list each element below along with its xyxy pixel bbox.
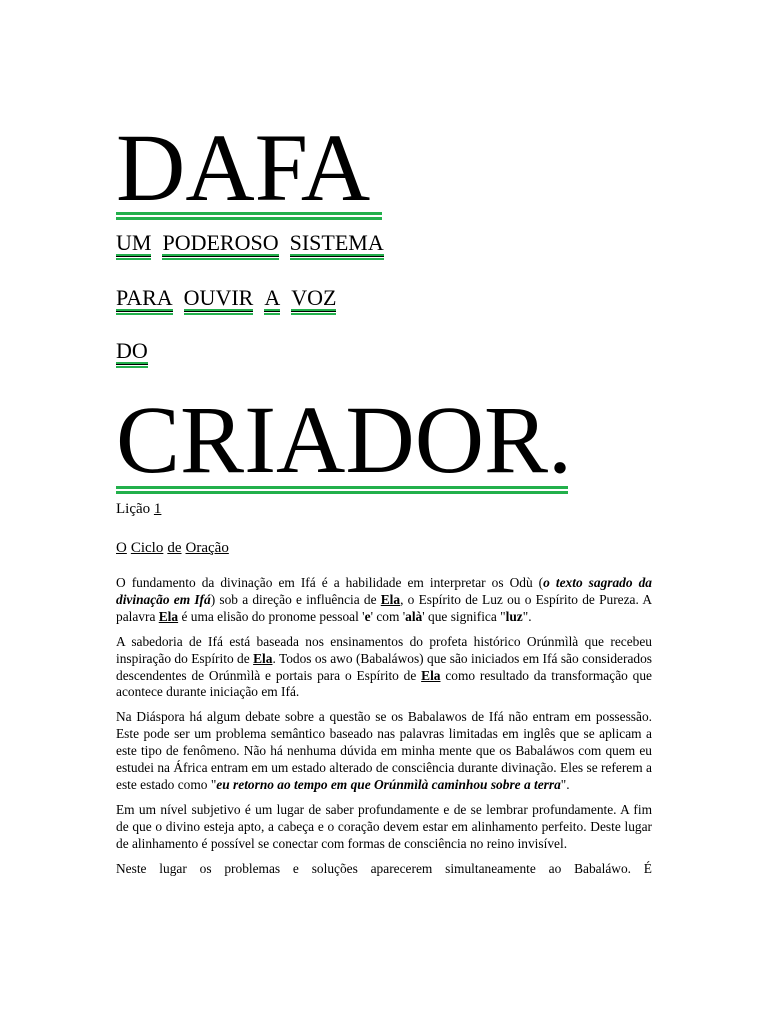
keyword-ela: Ela <box>158 608 179 624</box>
lesson-number: 1 <box>153 501 162 517</box>
text-run: ". <box>522 608 532 624</box>
section-word: O <box>116 540 127 556</box>
section-word: de <box>167 540 182 556</box>
paragraph-5: Neste lugar os problemas e soluções aparecerem simultaneamente ao Babaláwo. É <box>116 860 652 876</box>
title-dafa: DAFA <box>116 114 371 221</box>
keyword-ela: Ela <box>253 650 273 666</box>
keyword: luz <box>505 608 523 624</box>
subtitle-word: UM <box>116 230 152 255</box>
section-word: Ciclo <box>130 540 164 556</box>
keyword: e <box>364 608 371 624</box>
subtitle-line-3 <box>116 338 159 364</box>
subtitle-word: OUVIR <box>183 285 254 310</box>
keyword-ela: Ela <box>421 667 441 683</box>
text-run: ". <box>560 776 570 792</box>
title-underline <box>116 486 568 494</box>
title-criador: CRIADOR. <box>116 386 573 493</box>
keyword: alà <box>405 608 423 624</box>
text-run: como resultado da transformação que acontece durante iniciação em Ifá. <box>116 667 652 700</box>
subtitle-line-1 <box>116 230 395 256</box>
emphasis-run: o texto sagrado da divinação em Ifá <box>116 575 652 607</box>
subtitle-word: A <box>264 285 281 310</box>
subtitle-word: PODEROSO <box>162 230 279 255</box>
text-run: é uma elisão do pronome pessoal ' <box>178 608 365 624</box>
lesson-label: Lição <box>116 501 151 517</box>
paragraph-2 <box>116 634 652 702</box>
section-word: Oração <box>185 540 229 556</box>
text-run: O fundamento da divinação em Ifá é a habilidade em interpretar os Odù ( <box>116 575 544 590</box>
paragraph-4: Em um nível subjetivo é um lugar de saber profundamente e de se lembrar profundamente. A fim de que o divino esteja apto, a cabeça e o coração devem estar em alinhamento perfeito. Deste lugar de alinhamento é possível se conectar com formas de consciência no reino invisível. <box>116 801 652 851</box>
subtitle-word: DO <box>116 338 148 363</box>
emphasis-run: eu retorno ao tempo em que Orúnmìlà caminhou sobre a terra <box>216 776 561 792</box>
section-heading <box>116 540 233 557</box>
text-run: A sabedoria de Ifá está baseada nos ensinamentos do profeta histórico Orúnmìlà que recebeu inspiração do Espírito de <box>116 633 652 666</box>
title-underline <box>116 212 382 220</box>
text-run: . Todos os awo (Babaláwos) que são iniciados em Ifá são considerados descendentes de Orúnmìlà e portais para o Espírito de <box>116 650 652 683</box>
subtitle-line-2 <box>116 285 347 311</box>
subtitle-word: VOZ <box>291 285 337 310</box>
text-run: Na Diáspora há algum debate sobre a questão se os Babalawos de Ifá não entram em possessão. Este pode ser um problema semântico baseado nas palavras limitadas em inglês que se aplicam a este tipo de fenômeno. Não há nenhuma dúvida em minha mente que os Babaláwos com quem eu estudei na África entram em um estado alterado de consciência durante divinação. Eles se referem a este estado como " <box>116 709 652 792</box>
subtitle-word: PARA <box>116 285 173 310</box>
body-text <box>116 575 652 886</box>
paragraph-3 <box>116 709 652 794</box>
text-run: ) sob a direção e influência de <box>210 591 381 607</box>
text-run: , o Espírito de Luz ou o Espírito de Pureza. A palavra <box>116 591 652 624</box>
subtitle-word: SISTEMA <box>289 230 384 255</box>
paragraph-1 <box>116 575 652 626</box>
text-run: ' com ' <box>370 608 406 624</box>
lesson-heading <box>116 501 161 518</box>
text-run: ' que significa " <box>422 608 506 624</box>
keyword-ela: Ela <box>380 591 401 607</box>
